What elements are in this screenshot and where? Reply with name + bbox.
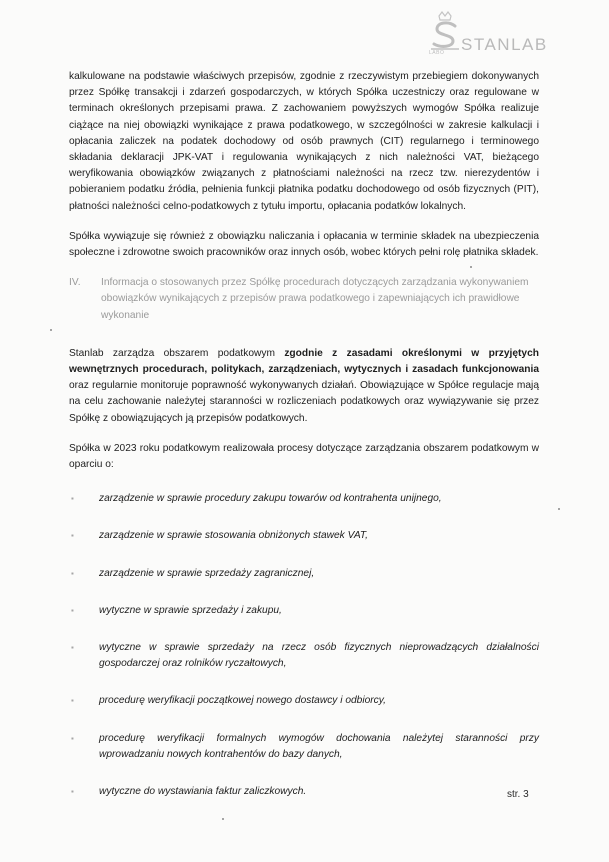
scan-speck [222, 818, 224, 820]
list-item: ▪ procedurę weryfikacji formalnych wymogów dochowania należytej staranności przy wprowadzaniu nowych kontrahentów do bazy danych, [71, 732, 539, 760]
logo-text: STANLAB [461, 35, 548, 54]
bullet-icon: ▪ [71, 531, 74, 541]
list-item: ▪ wytyczne do wystawiania faktur zaliczkowych. [69, 784, 539, 800]
document-body [69, 69, 539, 821]
scan-speck [558, 508, 560, 510]
company-logo [425, 10, 548, 58]
bullet-icon: ▪ [71, 494, 74, 504]
list-item: ▪ procedurę weryfikacji początkowej nowego dostawcy i odbiorcy, [69, 693, 539, 709]
paragraph-social-contributions: Spółka wywiązuje się również z obowiązku naliczania i opłacania w terminie składek na ubezpieczenia społeczne i zdrowotne swoich pracowników oraz innych osób, wobec których pełni rolę płatnika składek. [69, 230, 539, 259]
bullet-icon: ▪ [71, 733, 74, 743]
bullet-icon: ▪ [71, 643, 74, 653]
list-item: ▪ wytyczne w sprawie sprzedaży i zakupu, [69, 603, 539, 619]
paragraph-stanlab-management [69, 346, 539, 427]
logo-small-text: LABO [429, 50, 445, 56]
stanlab-text-bold: zgodnie z zasadami określonymi w przyjętych wewnętrznych procedurach, politykach, zarządzeniach, wytycznych i zasadach funkcjonowania [69, 347, 539, 376]
procedures-list [69, 491, 539, 800]
bullet-icon: ▪ [71, 696, 74, 706]
list-item: ▪ zarządzenie w sprawie sprzedaży zagranicznej, [69, 566, 539, 582]
list-item: ▪ zarządzenie w sprawie stosowania obniżonych stawek VAT, [69, 528, 539, 544]
bullet-icon: ▪ [71, 605, 74, 615]
list-item: ▪ wytyczne w sprawie sprzedaży na rzecz osób fizycznych nieprowadzących działalności gospodarczej oraz rolników ryczałtowych, [71, 642, 539, 670]
section-heading [69, 275, 539, 324]
list-item: ▪ zarządzenie w sprawie procedury zakupu towarów od kontrahenta unijnego, [69, 491, 539, 507]
page-number: str. 3 [507, 789, 529, 800]
stanlab-text-part2: oraz regularnie monitoruje poprawność wykonywanych działań. Obowiązujące w Spółce regulacje mają na celu zachowanie należytej staranności w rozliczeniach podatkowych oraz wywiązywanie się przez Spółkę z obowiązujących ją przepisów podatkowych. [69, 380, 539, 424]
bullet-icon: ▪ [71, 787, 74, 797]
scan-speck [470, 266, 472, 268]
stanlab-text-part1: Stanlab zarządza obszarem podatkowym [69, 347, 285, 359]
section-title: Informacja o stosowanych przez Spółkę procedurach dotyczących zarządzania wykonywaniem obowiązków wynikających z przepisów prawa podatkowego i zapewniających ich prawidłowe wykonanie [101, 277, 529, 321]
bullet-icon: ▪ [71, 568, 74, 578]
paragraph-tax-obligations: kalkulowane na podstawie właściwych przepisów, zgodnie z rzeczywistym przebiegiem dokonywanych przez Spółkę transakcji i zdarzeń gospodarczych, w których Spółka uczestniczy oraz regulowane w terminach określonych przepisami prawa. Z zachowaniem powyższych wymogów Spółka realizuje ciążące na niej obowiązki wynikające z prawa podatkowego, w szczególności w zakresie kalkulacji i opłacania zaliczek na podatek dochodowy od osób prawnych (CIT) regularnego i terminowego składania deklaracji JPK-VAT i regulowania wynikających z nich należności VAT, bieżącego weryfikowania obowiązków związanych z płatnościami należności na rzecz tzw. nierezydentów i pobieraniem podatku źródła, pełnienia funkcji płatnika podatku dochodowego od osób fizycznych (PIT), płatności należności celno-podatkowych z tytułu importu, opłacania podatków lokalnych. [69, 71, 539, 212]
scan-speck [50, 329, 52, 331]
paragraph-processes-intro: Spółka w 2023 roku podatkowym realizowała procesy dotyczące zarządzania obszarem podatkowym w oparciu o: [69, 442, 539, 471]
section-number: IV. [69, 277, 81, 289]
